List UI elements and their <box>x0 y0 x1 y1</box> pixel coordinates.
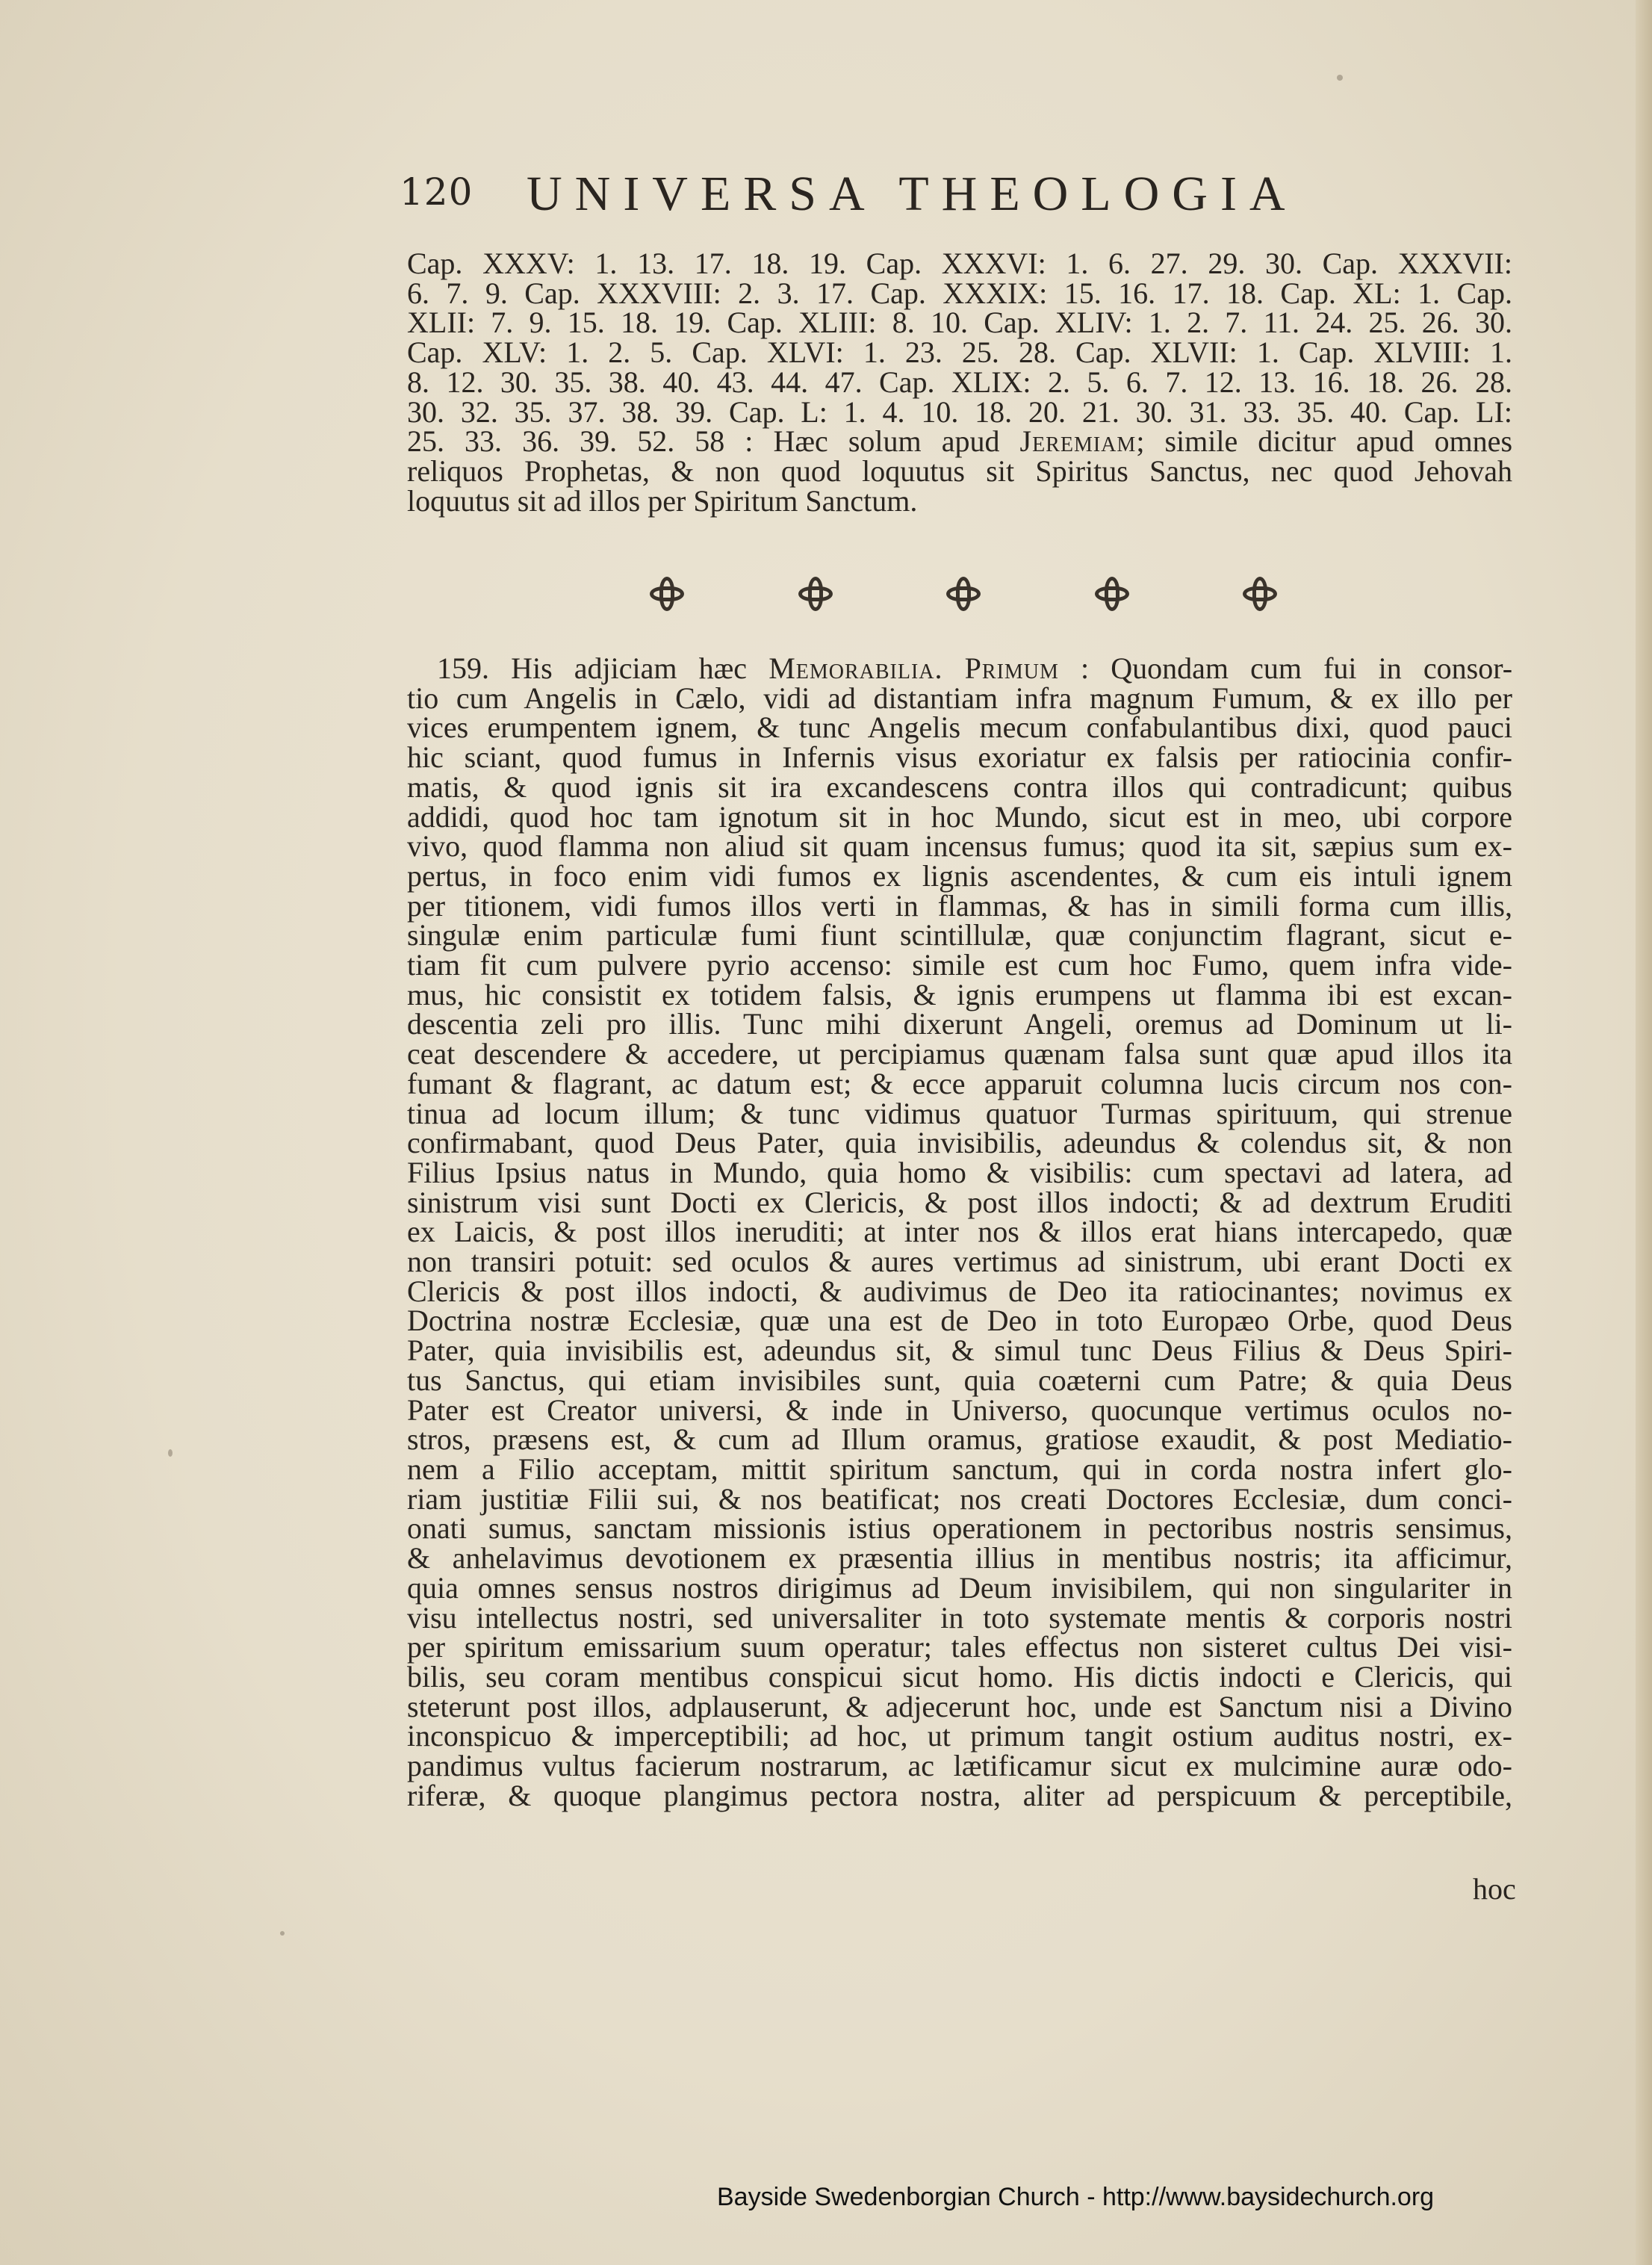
text-line: pandimus vultus facierum nostrarum, ac lætificamur sicut ex mulcimine auræ odo- <box>407 1749 1512 1783</box>
paper-speck <box>1337 75 1343 81</box>
text-line: Filius Ipsius natus in Mundo, quia homo & visibilis: cum spectavi ad latera, ad <box>407 1155 1512 1189</box>
ornament-row <box>650 575 1277 613</box>
text-line: descentia zeli pro illis. Tunc mihi dixerunt Angeli, oremus ad Dominum ut li- <box>407 1007 1512 1041</box>
text-line: tus Sanctus, qui etiam invisibiles sunt, quia coæterni cum Patre; & quia Deus <box>407 1363 1512 1397</box>
text-line: mus, hic consistit ex totidem falsis, & ignis erumpens ut flamma ibi est excan- <box>407 977 1512 1011</box>
text-line <box>407 651 1513 685</box>
text-run: : Quondam cum fui in consor- <box>1081 651 1513 685</box>
text-line: per titionem, vidi fumos illos verti in flammas, & has in simili forma cum illis, <box>407 888 1512 923</box>
page-edge <box>1636 0 1652 2265</box>
text-line: steterunt post illos, adplauserunt, & adjecerunt hoc, unde est Sanctum nisi a Divino <box>407 1689 1512 1723</box>
section-number-run: 159. His adjiciam hæc <box>437 651 748 685</box>
text-line: Pater, quia invisibilis est, adeundus sit, & simul tunc Deus Filius & Deus Spiri- <box>407 1333 1512 1368</box>
page-header <box>400 166 1393 221</box>
paper-speck <box>280 1931 285 1936</box>
text-line <box>407 424 1513 459</box>
text-line: Pater est Creator universi, & inde in Universo, quocunque vertimus oculos no- <box>407 1392 1512 1427</box>
memorabilia-paragraph <box>407 651 1513 1812</box>
text-line: sinistrum visi sunt Docti ex Clericis, & post illos indocti; & ad dextrum Eruditi <box>407 1185 1512 1219</box>
text-line: 30. 32. 35. 37. 38. 39. Cap. L: 1. 4. 10. 18. 20. 21. 30. 31. 33. 35. 40. Cap. LI: <box>407 394 1512 429</box>
running-title: UNIVERSA THEOLOGIA <box>527 167 1298 221</box>
text-line: tiam fit cum pulvere pyrio accenso: simile est cum hoc Fumo, quem infra vide- <box>407 948 1512 982</box>
fleuron-icon <box>650 577 684 611</box>
text-line: hic sciant, quod fumus in Infernis visus exoriatur ex falsis per ratiocinia confir- <box>407 740 1512 775</box>
page-number: 120 <box>400 170 473 214</box>
small-caps-heading: Memorabilia. <box>768 651 943 685</box>
text-line: matis, & quod ignis sit ira excandescens contra illos qui contradicunt; quibus <box>407 769 1512 804</box>
text-line: inconspicuo & imperceptibili; ad hoc, ut primum tangit ostium auditus nostri, ex- <box>407 1719 1512 1753</box>
text-line: nem a Filio acceptam, mittit spiritum sanctum, qui in corda nostra infert glo- <box>407 1451 1512 1486</box>
text-line: onati sumus, sanctam missionis istius operationem in pectoribus nostris sensimus, <box>407 1511 1512 1546</box>
text-line: vivo, quod flamma non aliud sit quam incensus fumus; quod ita sit, sæpius sum ex- <box>407 829 1512 864</box>
text-line: fumant & flagrant, ac datum est; & ecce apparuit columna lucis circum nos con- <box>407 1066 1512 1100</box>
text-line: loquutus sit ad illos per Spiritum Sanctum. <box>407 483 918 518</box>
text-line: non transiri potuit: sed oculos & aures vertimus ad sinistrum, ubi erant Docti ex <box>407 1245 1512 1279</box>
text-line: Cap. XLV: 1. 2. 5. Cap. XLVI: 1. 23. 25. 28. Cap. XLVII: 1. Cap. XLVIII: 1. <box>407 335 1512 370</box>
citation-paragraph <box>407 247 1513 518</box>
text-line: confirmabant, quod Deus Pater, quia invisibilis, adeundus & colendus sit, & non <box>407 1126 1512 1160</box>
text-run: 25. 33. 36. 39. 52. 58 : Hæc solum apud <box>407 424 1000 459</box>
text-line: reliquos Prophetas, & non quod loquutus sit Spiritus Sanctus, nec quod Jehovah <box>407 453 1512 488</box>
text-line: addidi, quod hoc tam ignotum sit in hoc Mundo, sicut est in meo, ubi corpore <box>407 799 1512 834</box>
text-line: tinua ad locum illum; & tunc vidimus quatuor Turmas spirituum, qui strenue <box>407 1096 1512 1130</box>
paper-speck <box>168 1449 173 1457</box>
text-line: 8. 12. 30. 35. 38. 40. 43. 44. 47. Cap. XLIX: 2. 5. 6. 7. 12. 13. 16. 18. 26. 28. <box>407 365 1512 399</box>
text-line: & anhelavimus devotionem ex præsentia illius in mentibus nostris; ita afficimur, <box>407 1541 1512 1575</box>
fleuron-icon <box>946 577 981 611</box>
text-line: Doctrina nostræ Ecclesiæ, quæ una est de Deo in toto Europæo Orbe, quod Deus <box>407 1304 1512 1338</box>
text-line: tio cum Angelis in Cælo, vidi ad distantiam infra magnum Fumum, & ex illo per <box>407 681 1512 715</box>
watermark: Bayside Swedenborgian Church - http://www.baysidechurch.org <box>717 2183 1435 2211</box>
text-line: pertus, in foco enim vidi fumos ex lignis ascendentes, & cum eis intuli ignem <box>407 858 1512 893</box>
text-line: singulæ enim particulæ fumi fiunt scintillulæ, quæ conjunctim flagrant, sicut e- <box>407 918 1512 952</box>
text-line: riferæ, & quoque plangimus pectora nostra, aliter ad perspicuum & perceptibile, <box>407 1778 1512 1812</box>
text-line: visu intellectus nostri, sed universaliter in toto systemate mentis & corporis nostri <box>407 1600 1512 1635</box>
text-line: vices erumpentem ignem, & tunc Angelis mecum confabulantibus dixi, quod pauci <box>407 710 1512 745</box>
text-line: quia omnes sensus nostros dirigimus ad Deum invisibilem, qui non singulariter in <box>407 1570 1512 1605</box>
fleuron-icon <box>1243 577 1277 611</box>
text-line: ceat descendere & accedere, ut percipiamus quænam falsa sunt quæ apud illos ita <box>407 1037 1512 1071</box>
fleuron-icon <box>798 577 833 611</box>
text-line: per spiritum emissarium suum operatur; tales effectus non sisteret cultus Dei visi- <box>407 1630 1512 1664</box>
text-line: Clericis & post illos indocti, & audivimus de Deo ita ratiocinantes; novimus ex <box>407 1274 1512 1308</box>
text-line: riam justitiæ Filii sui, & nos beatificat; nos creati Doctores Ecclesiæ, dum conci- <box>407 1481 1512 1516</box>
text-line: stros, præsens est, & cum ad Illum oramus, gratiose exaudit, & post Mediatio- <box>407 1422 1512 1457</box>
text-line: bilis, seu coram mentibus conspicui sicut homo. His dictis indocti e Clericis, qui <box>407 1659 1512 1694</box>
text-line: Cap. XXXV: 1. 13. 17. 18. 19. Cap. XXXVI: 1. 6. 27. 29. 30. Cap. XXXVII: <box>407 247 1512 280</box>
small-caps-name: Jeremiam <box>1019 424 1137 459</box>
text-line: 6. 7. 9. Cap. XXXVIII: 2. 3. 17. Cap. XXXIX: 15. 16. 17. 18. Cap. XL: 1. Cap. <box>407 276 1512 310</box>
text-line: ex Laicis, & post illos ineruditi; at inter nos & illos erat hians intercapedo, quæ <box>407 1215 1512 1249</box>
text-line: XLII: 7. 9. 15. 18. 19. Cap. XLIII: 8. 10. Cap. XLIV: 1. 2. 7. 11. 24. 25. 26. 30. <box>407 306 1512 340</box>
fleuron-icon <box>1095 577 1129 611</box>
catchword: hoc <box>1473 1872 1516 1906</box>
small-caps-heading: Primum <box>964 651 1059 685</box>
text-run: ; simile dicitur apud omnes <box>1136 424 1513 459</box>
